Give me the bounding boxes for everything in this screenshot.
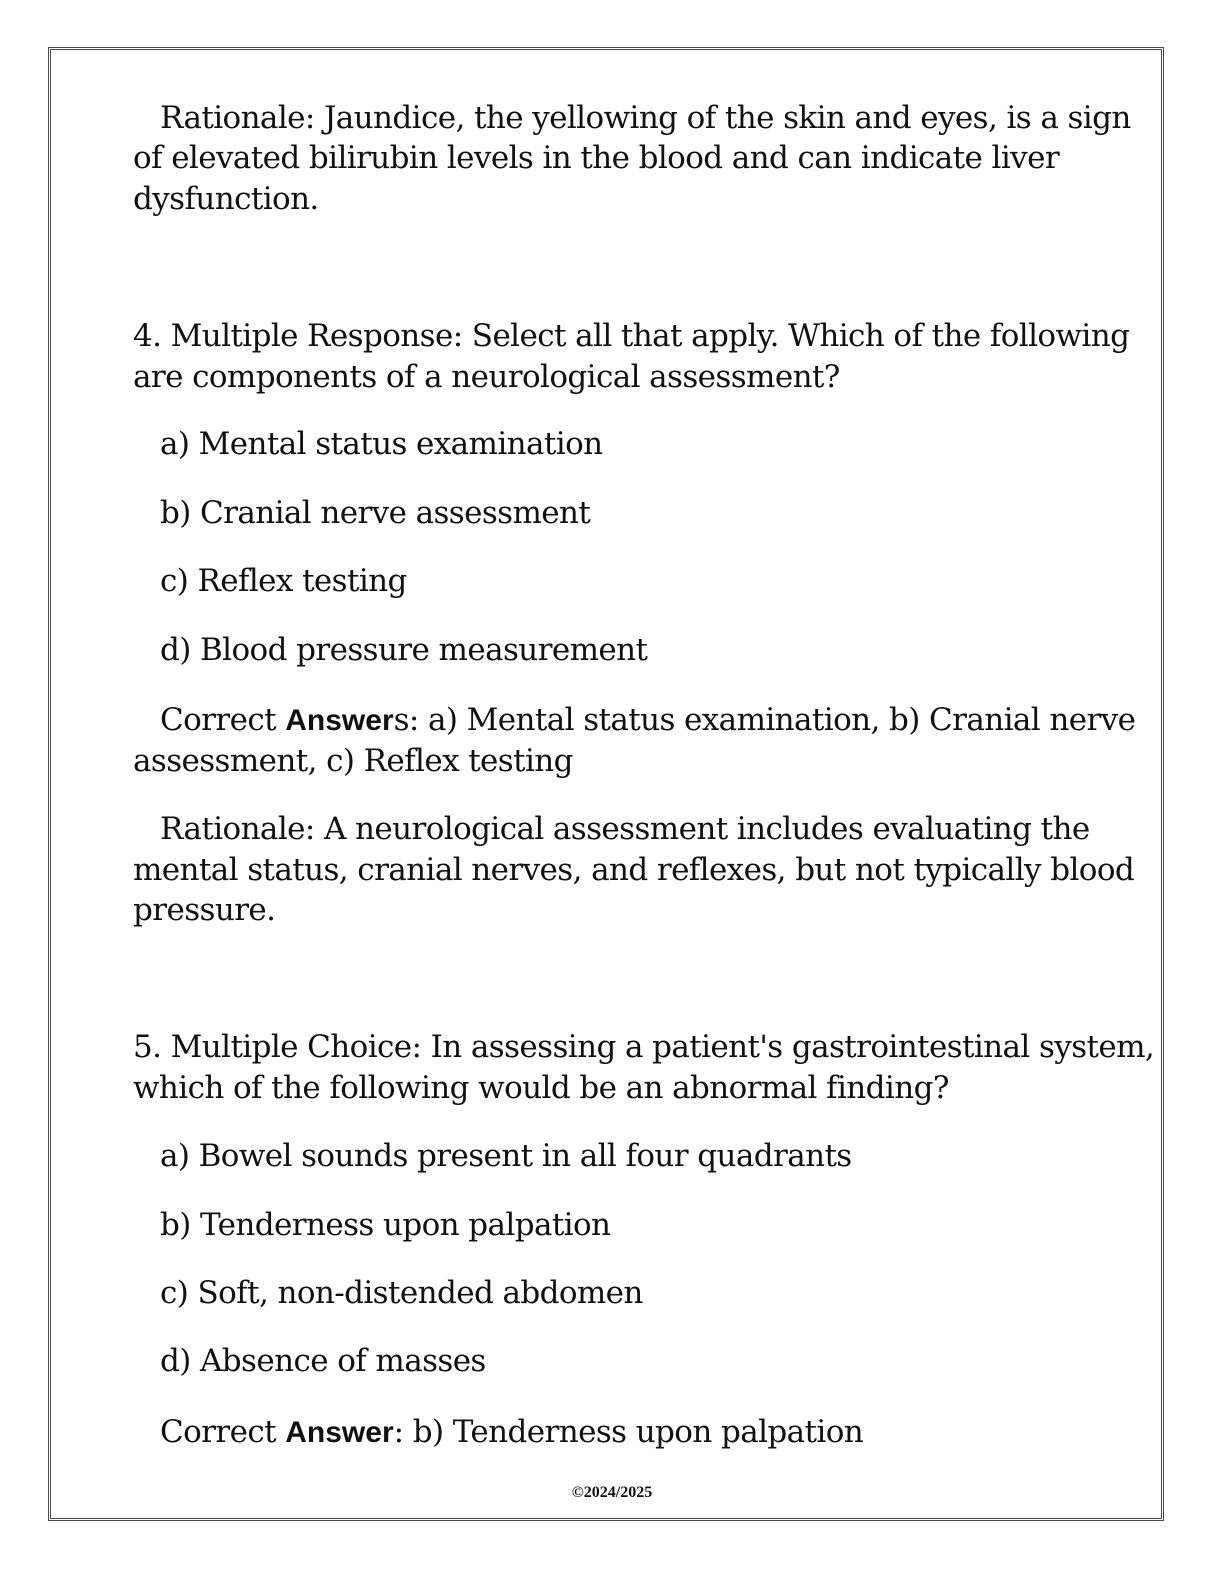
q5-option-d: d) Absence of masses [160, 1343, 486, 1379]
q4-correct-answer-line-2: assessment, c) Reflex testing [133, 743, 573, 779]
q4-rationale-line-1: Rationale: A neurological assessment includes evaluating the [160, 811, 1090, 847]
q5-correct-answer [160, 1412, 863, 1453]
q5-option-a: a) Bowel sounds present in all four quadrants [160, 1138, 852, 1174]
q4-question-line-2: are components of a neurological assessment? [133, 359, 840, 395]
q5-question-line-1: 5. Multiple Choice: In assessing a patient's gastrointestinal system, [133, 1029, 1155, 1065]
footer-copyright: ©2024/2025 [571, 1484, 653, 1501]
q5-answer-word: Answer [285, 1416, 394, 1449]
q4-answer-prefix: Correct [160, 702, 286, 738]
q4-rationale-line-2: mental status, cranial nerves, and reflexes, but not typically blood [133, 852, 1135, 888]
q5-question-line-2: which of the following would be an abnormal finding? [133, 1070, 949, 1106]
q4-rationale-line-3: pressure. [133, 892, 276, 928]
q4-answer-word: Answer [285, 704, 394, 737]
q4-answer-rest: s: a) Mental status examination, b) Cranial nerve [393, 702, 1136, 738]
q4-correct-answer [160, 700, 1135, 741]
q3-rationale-line-1: Rationale: Jaundice, the yellowing of the skin and eyes, is a sign [160, 100, 1131, 136]
q5-option-b: b) Tenderness upon palpation [160, 1207, 611, 1243]
q4-option-b: b) Cranial nerve assessment [160, 495, 591, 531]
q5-option-c: c) Soft, non-distended abdomen [160, 1275, 643, 1311]
q4-option-c: c) Reflex testing [160, 563, 407, 599]
q4-option-d: d) Blood pressure measurement [160, 632, 648, 668]
q3-rationale-line-3: dysfunction. [133, 181, 319, 217]
q5-answer-prefix: Correct [160, 1414, 286, 1450]
q4-option-a: a) Mental status examination [160, 426, 603, 462]
q4-question-line-1: 4. Multiple Response: Select all that apply. Which of the following [133, 318, 1130, 354]
q5-answer-rest: : b) Tenderness upon palpation [393, 1414, 864, 1450]
q3-rationale-line-2: of elevated bilirubin levels in the blood and can indicate liver [133, 140, 1060, 176]
